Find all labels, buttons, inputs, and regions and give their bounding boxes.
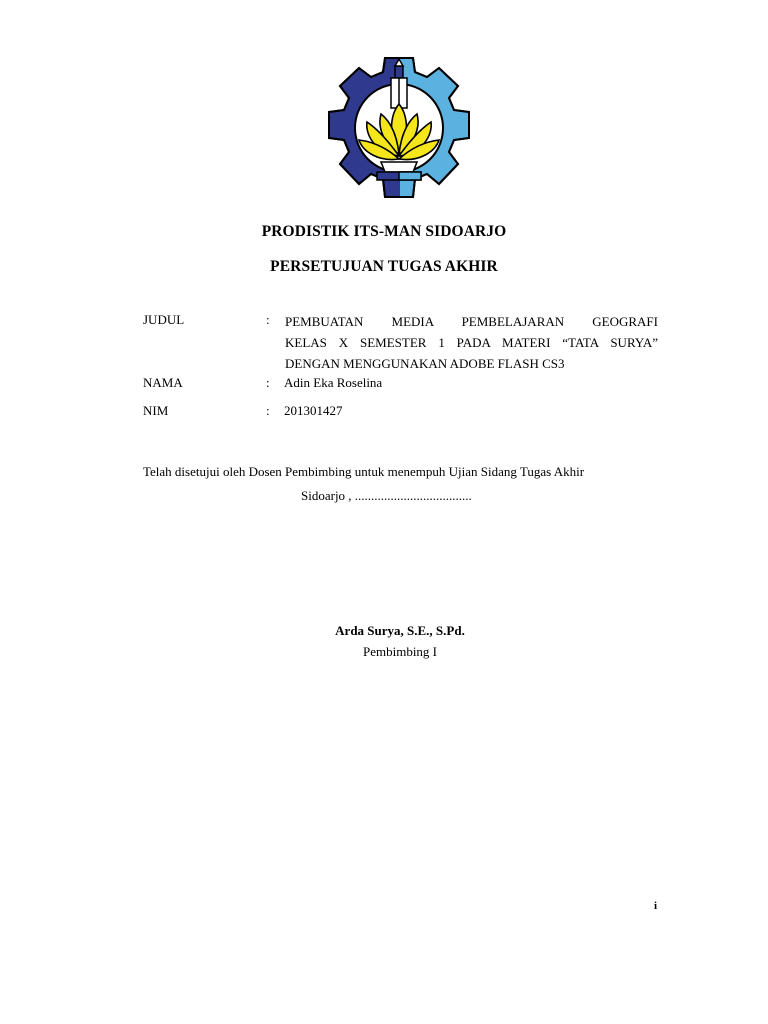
institution-logo	[319, 56, 479, 199]
signer-role: Pembimbing I	[362, 644, 438, 659]
nim-value: 201301427	[284, 403, 343, 418]
page-subtitle: PERSETUJUAN TUGAS AKHIR	[270, 258, 498, 275]
nim-colon: :	[266, 403, 270, 418]
judul-line: KELAS X SEMESTER 1 PADA MATERI “TATA SURYA”	[285, 335, 658, 350]
its-emblem-icon	[319, 56, 479, 199]
judul-label: JUDUL	[143, 312, 185, 327]
place-date: Sidoarjo , ....................................	[301, 488, 472, 503]
page-title: PRODISTIK ITS-MAN SIDOARJO	[261, 223, 507, 240]
nama-colon: :	[266, 375, 270, 390]
judul-value	[285, 311, 658, 374]
judul-colon: :	[266, 312, 270, 327]
judul-line: DENGAN MENGGUNAKAN ADOBE FLASH CS3	[285, 356, 565, 371]
nim-label: NIM	[143, 403, 169, 418]
signer-name: Arda Surya, S.E., S.Pd.	[335, 623, 465, 638]
approval-statement: Telah disetujui oleh Dosen Pembimbing untuk menempuh Ujian Sidang Tugas Akhir	[143, 464, 585, 479]
page-number: i	[654, 900, 658, 912]
judul-line: PEMBUATAN MEDIA PEMBELAJARAN GEOGRAFI	[285, 314, 658, 329]
nama-value: Adin Eka Roselina	[284, 375, 383, 390]
nama-label: NAMA	[143, 375, 183, 390]
